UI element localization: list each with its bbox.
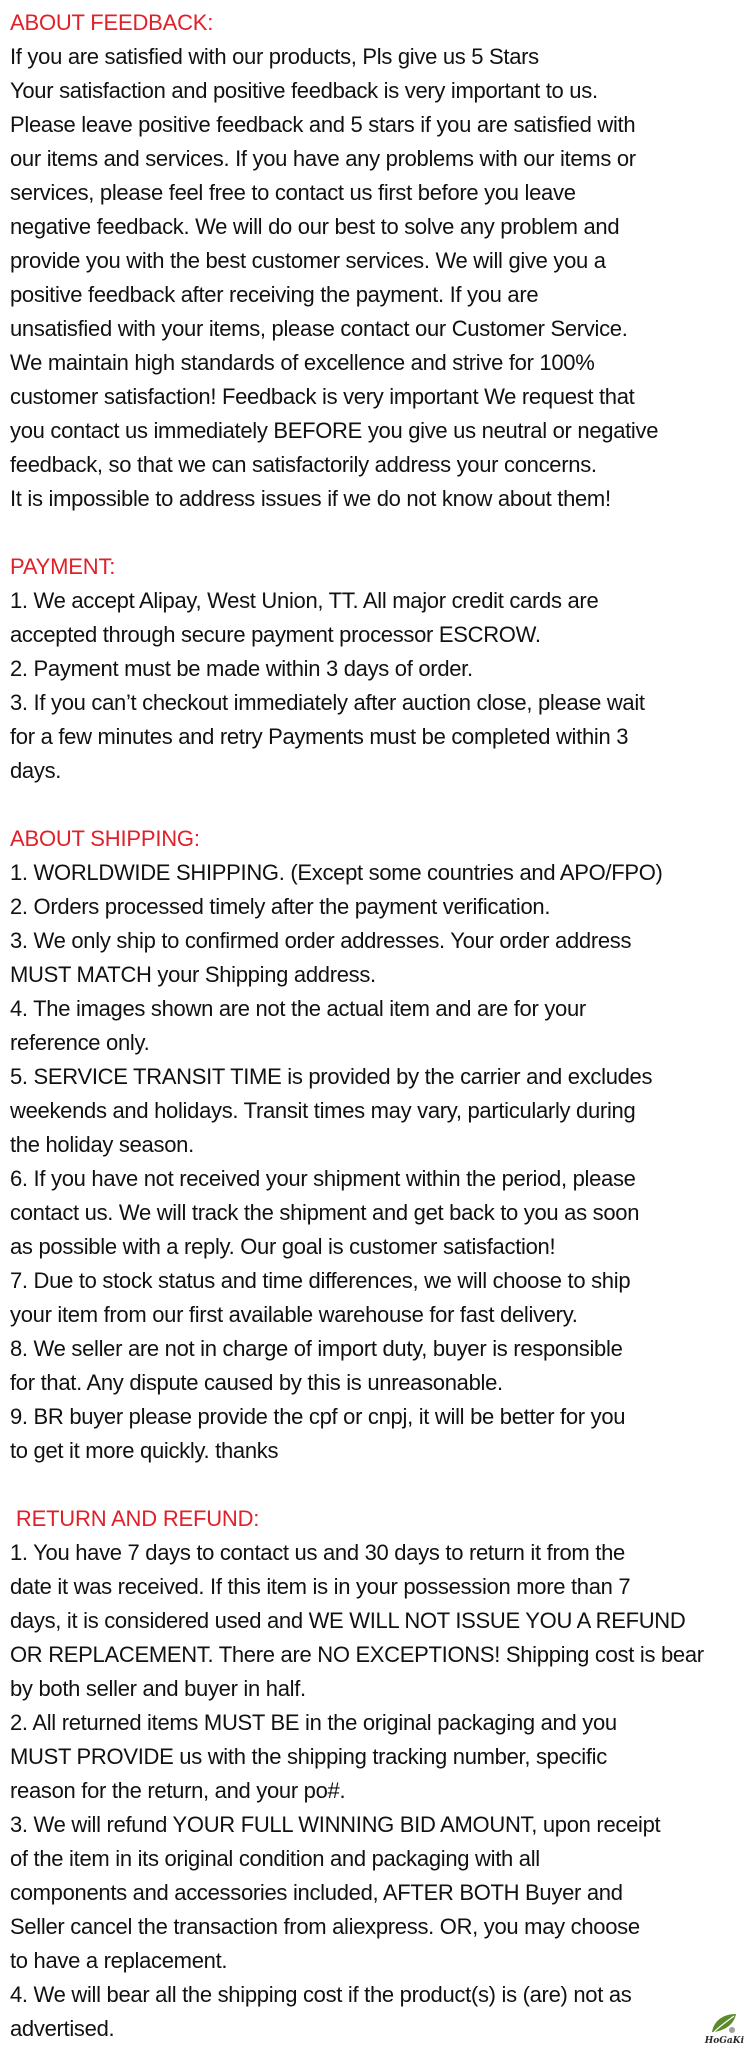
refund-line: OR REPLACEMENT. There are NO EXCEPTIONS! Shipping cost is bear: [10, 1642, 704, 1667]
section-heading-feedback: ABOUT FEEDBACK:: [10, 10, 214, 35]
shipping-line: 2. Orders processed timely after the payment verification.: [10, 894, 551, 919]
feedback-line: Your satisfaction and positive feedback is very important to us.: [10, 78, 598, 103]
refund-line: 4. We will bear all the shipping cost if the product(s) is (are) not as: [10, 1982, 632, 2007]
refund-line: days, it is considered used and WE WILL NOT ISSUE YOU A REFUND: [10, 1608, 686, 1633]
feedback-line: provide you with the best customer services. We will give you a: [10, 248, 606, 273]
shipping-line: weekends and holidays. Transit times may vary, particularly during: [10, 1098, 636, 1123]
feedback-line: unsatisfied with your items, please contact our Customer Service.: [10, 316, 628, 341]
shipping-line: as possible with a reply. Our goal is customer satisfaction!: [10, 1234, 556, 1259]
shipping-line: 3. We only ship to confirmed order addresses. Your order address: [10, 928, 632, 953]
shipping-line: 5. SERVICE TRANSIT TIME is provided by the carrier and excludes: [10, 1064, 653, 1089]
refund-line: advertised.: [10, 2016, 115, 2041]
refund-line: of the item in its original condition and packaging with all: [10, 1846, 540, 1871]
return-refund-section: [10, 1502, 746, 2046]
payment-line: 3. If you can’t checkout immediately after auction close, please wait: [10, 690, 645, 715]
section-spacer: [10, 788, 746, 822]
shipping-body: [10, 856, 746, 1468]
refund-line: reason for the return, and your po#.: [10, 1778, 346, 1803]
refund-line: 3. We will refund YOUR FULL WINNING BID AMOUNT, upon receipt: [10, 1812, 661, 1837]
shipping-line: 1. WORLDWIDE SHIPPING. (Except some countries and APO/FPO): [10, 860, 663, 885]
feedback-line: services, please feel free to contact us first before you leave: [10, 180, 576, 205]
payment-line: for a few minutes and retry Payments must be completed within 3: [10, 724, 629, 749]
shipping-line: for that. Any dispute caused by this is unreasonable.: [10, 1370, 503, 1395]
payment-body: [10, 584, 746, 788]
section-heading-payment: PAYMENT:: [10, 554, 116, 579]
refund-line: MUST PROVIDE us with the shipping tracking number, specific: [10, 1744, 607, 1769]
section-heading-return-refund: RETURN AND REFUND:: [10, 1506, 260, 1531]
shipping-line: to get it more quickly. thanks: [10, 1438, 279, 1463]
feedback-line: feedback, so that we can satisfactorily address your concerns.: [10, 452, 597, 477]
feedback-body: [10, 40, 746, 516]
shipping-line: 8. We seller are not in charge of import duty, buyer is responsible: [10, 1336, 623, 1361]
feedback-line: Please leave positive feedback and 5 stars if you are satisfied with: [10, 112, 636, 137]
section-heading-shipping: ABOUT SHIPPING:: [10, 826, 200, 851]
leaf-icon: [702, 2008, 746, 2036]
brand-logo-text: HoGaKi: [704, 2036, 744, 2046]
shipping-line: 6. If you have not received your shipment within the period, please: [10, 1166, 636, 1191]
payment-line: 2. Payment must be made within 3 days of order.: [10, 656, 473, 681]
about-feedback-section: [10, 6, 746, 516]
payment-line: days.: [10, 758, 62, 783]
refund-line: to have a replacement.: [10, 1948, 228, 1973]
feedback-line: customer satisfaction! Feedback is very important We request that: [10, 384, 635, 409]
feedback-line: positive feedback after receiving the payment. If you are: [10, 282, 539, 307]
refund-line: Seller cancel the transaction from aliexpress. OR, you may choose: [10, 1914, 640, 1939]
refund-line: by both seller and buyer in half.: [10, 1676, 306, 1701]
payment-section: [10, 550, 746, 788]
shipping-line: the holiday season.: [10, 1132, 194, 1157]
refund-line: components and accessories included, AFTER BOTH Buyer and: [10, 1880, 623, 1905]
refund-line: 1. You have 7 days to contact us and 30 days to return it from the: [10, 1540, 625, 1565]
shipping-line: MUST MATCH your Shipping address.: [10, 962, 376, 987]
policy-document: [10, 6, 746, 2046]
shipping-line: 7. Due to stock status and time differences, we will choose to ship: [10, 1268, 631, 1293]
about-shipping-section: [10, 822, 746, 1468]
shipping-line: 4. The images shown are not the actual item and are for your: [10, 996, 586, 1021]
feedback-line: It is impossible to address issues if we do not know about them!: [10, 486, 611, 511]
return-refund-body: [10, 1536, 746, 2046]
feedback-line: our items and services. If you have any problems with our items or: [10, 146, 636, 171]
feedback-line: If you are satisfied with our products, Pls give us 5 Stars: [10, 44, 539, 69]
shipping-line: 9. BR buyer please provide the cpf or cnpj, it will be better for you: [10, 1404, 626, 1429]
section-spacer: [10, 516, 746, 550]
payment-line: 1. We accept Alipay, West Union, TT. All major credit cards are: [10, 588, 599, 613]
feedback-line: We maintain high standards of excellence and strive for 100%: [10, 350, 595, 375]
shipping-line: reference only.: [10, 1030, 150, 1055]
payment-line: accepted through secure payment processor ESCROW.: [10, 622, 541, 647]
feedback-line: negative feedback. We will do our best to solve any problem and: [10, 214, 620, 239]
refund-line: date it was received. If this item is in your possession more than 7: [10, 1574, 631, 1599]
shipping-line: your item from our first available warehouse for fast delivery.: [10, 1302, 578, 1327]
refund-line: 2. All returned items MUST BE in the original packaging and you: [10, 1710, 617, 1735]
feedback-line: you contact us immediately BEFORE you give us neutral or negative: [10, 418, 659, 443]
shipping-line: contact us. We will track the shipment and get back to you as soon: [10, 1200, 640, 1225]
section-spacer: [10, 1468, 746, 1502]
